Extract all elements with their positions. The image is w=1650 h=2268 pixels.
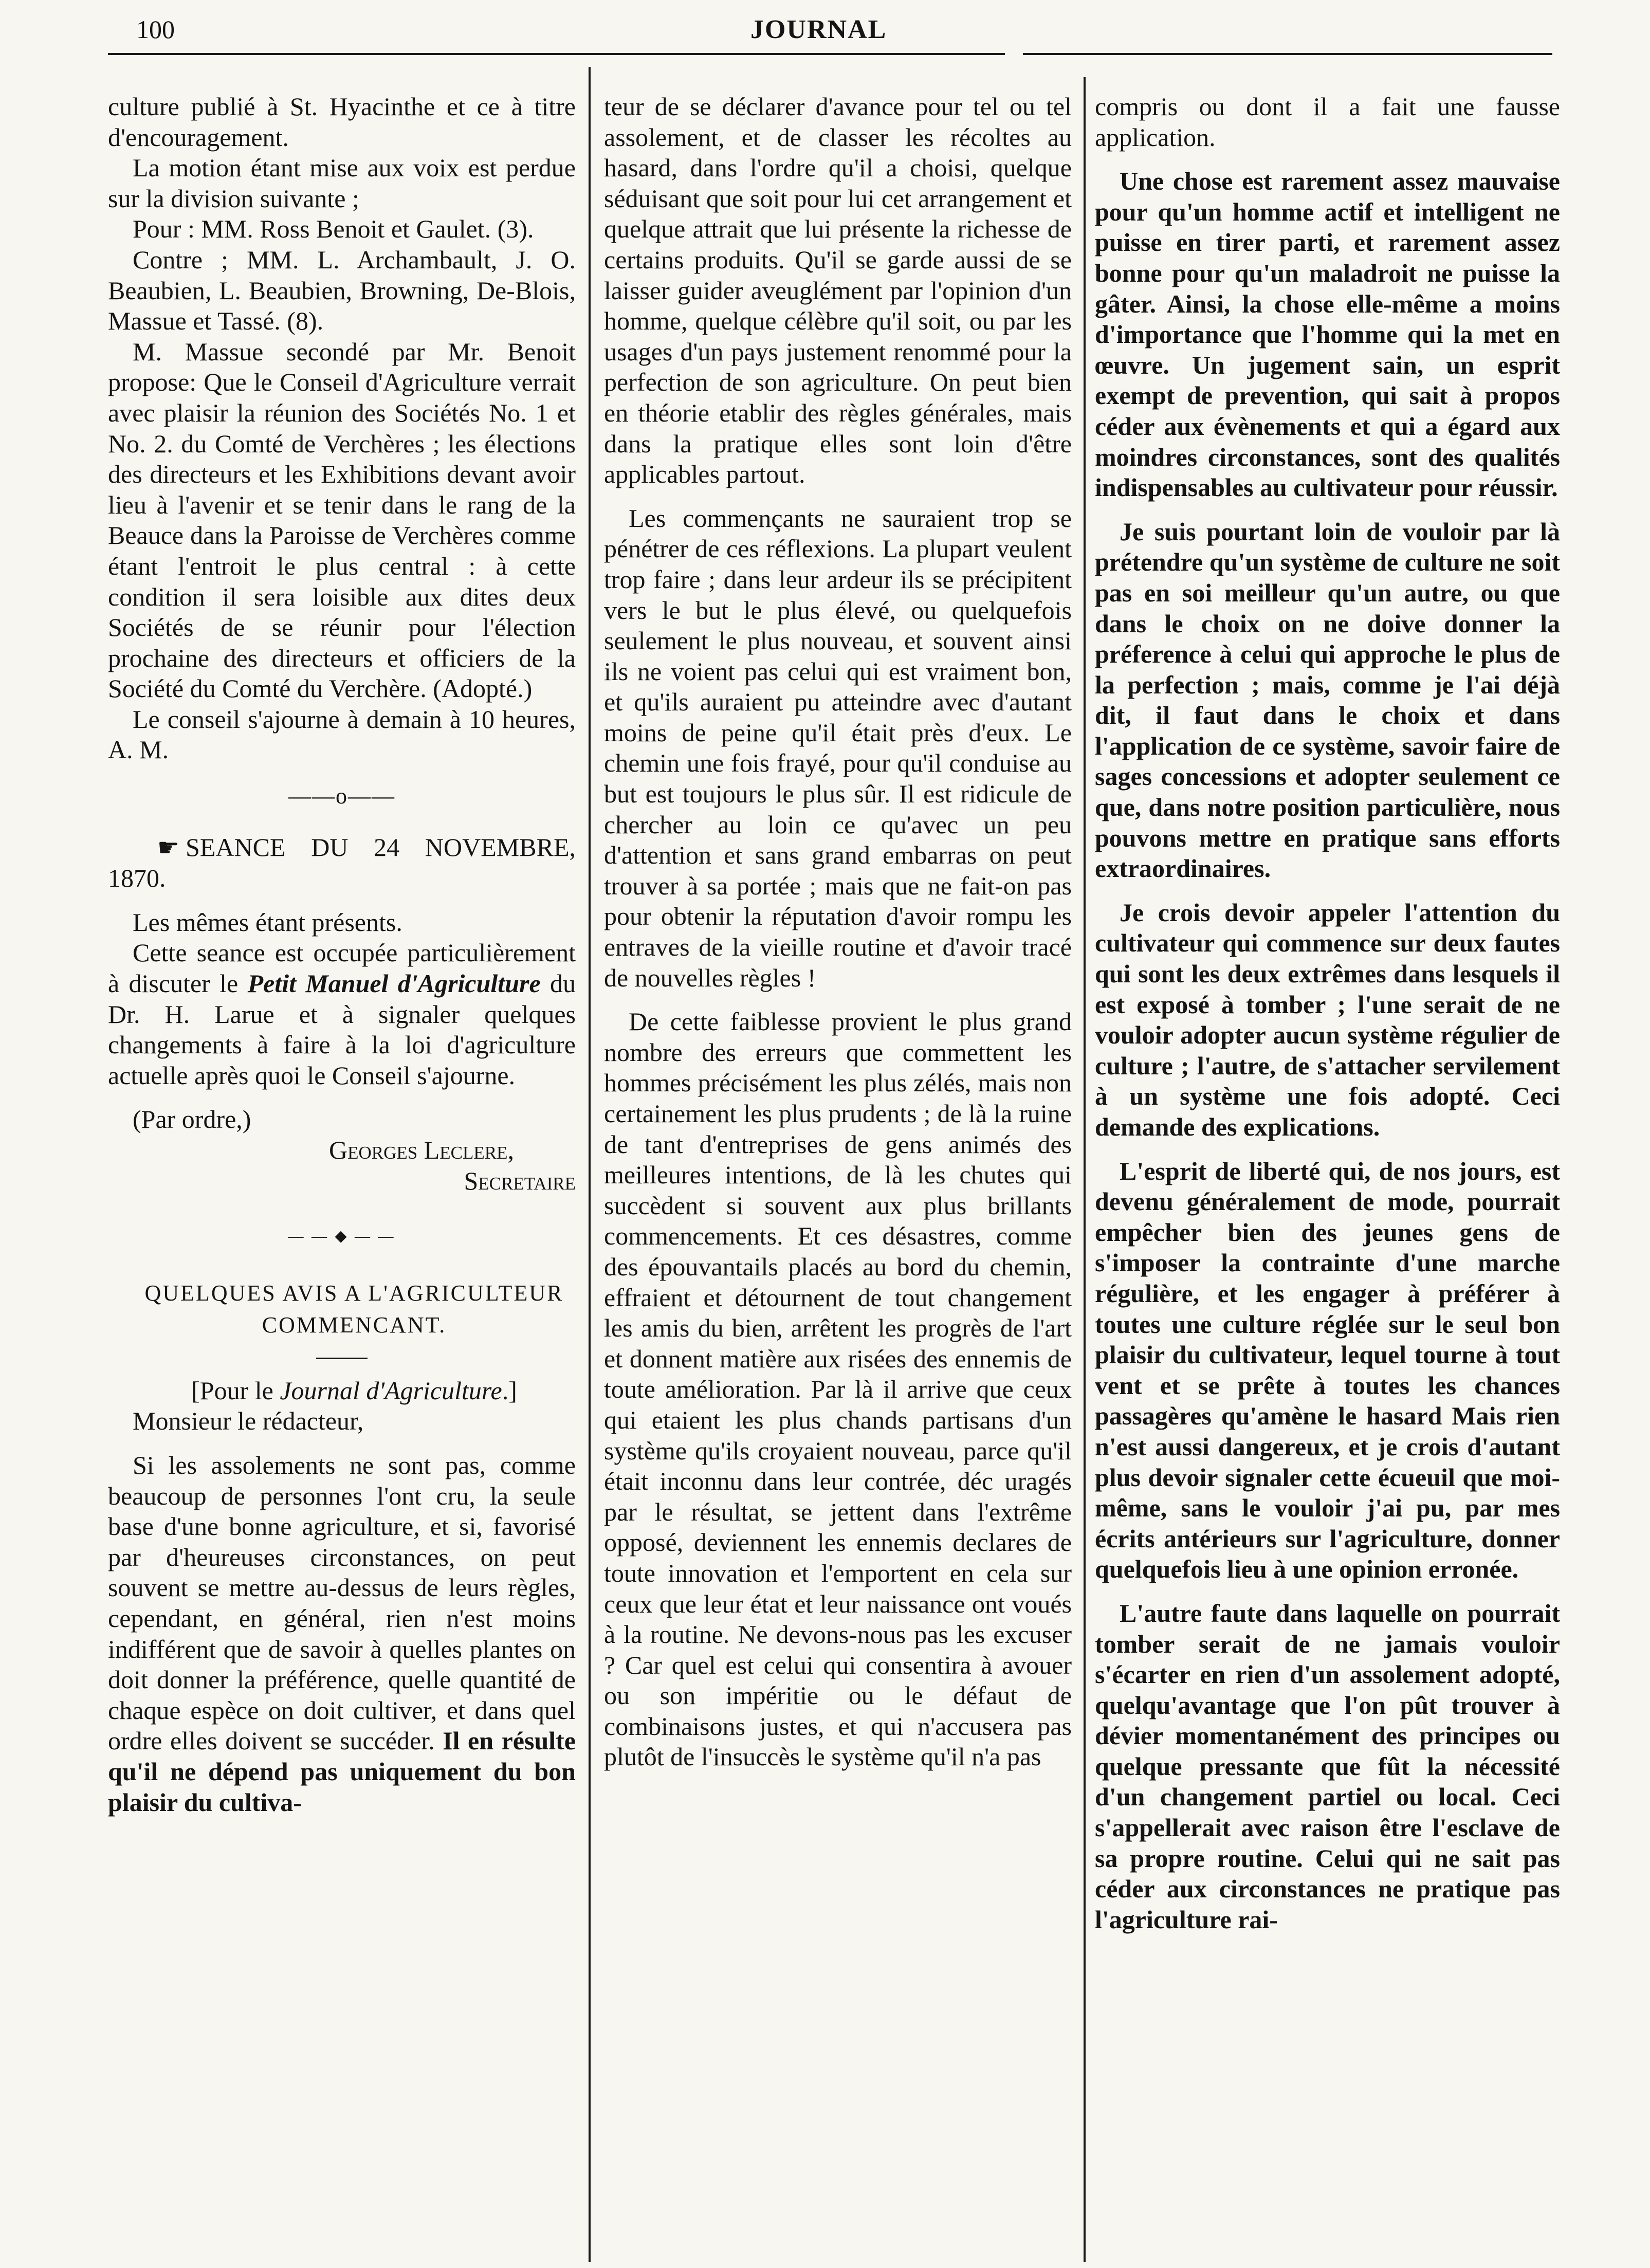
session-heading <box>108 832 576 894</box>
paragraph: L'autre faute dans laquelle on pourrait tomber serait de ne jamais vouloir s'écarter en rien d'un assolement adopté, quelqu'avantage que l'on pût trouver à dévier momentanément des principes ou quelque pressante que fût la nécessité d'un changement partiel ou local. Ceci s'appellerait avec raison être l'esclave de sa propre routine. Celui qui ne sait pas céder aux circonstances ne pratique pas l'agriculture rai- <box>1095 1598 1560 1934</box>
paragraph: Une chose est rarement assez mauvaise pour qu'un homme actif et intelligent ne puisse en tirer parti, et rarement assez bonne pour qu'un maladroit ne puisse la gâter. Ainsi, la chose elle-même a moins d'importance que l'homme qui la met en œuvre. Un jugement sain, un esprit exempt de prevention, qui sait à propos céder aux évènements et qui a égard aux moindres circonstances, sont des qualités indispensables au cultivateur pour réussir. <box>1095 167 1560 502</box>
short-rule <box>316 1358 368 1359</box>
column-1 <box>108 92 576 1818</box>
article-subtitle: COMMENCANT. <box>262 1312 447 1338</box>
paragraph: M. Massue secondé par Mr. Benoit propose: Que le Conseil d'Agriculture verrait avec plaisir la réunion des Sociétés No. 1 et No. 2. du Comté de Verchères ; les élections des directeurs et les Exhibitions devant avoir lieu à l'avenir et se tenir dans le rang de la Beauce dans la Paroisse de Verchères comme étant l'entroit le plus central : à cette condition il sera loisible aux dites deux Sociétés de se réunir pour l'élection prochaine des directeurs et officiers de la Société du Comté du Verchère. (Adopté.) <box>108 337 576 703</box>
paragraph: teur de se déclarer d'avance pour tel ou tel assolement, et de classer les récoltes au hasard, dans l'ordre qu'il a choisi, quelque séduisant que soit pour lui cet arrangement et quelque attrait que lui présente la richesse de certains produits. Qu'il se garde aussi de se laisser guider aveuglément par l'opinion d'un homme, quelque célèbre qu'il soit, ou par les usages d'un pays justement renommé pour la perfection de son agriculture. On peut bien en théorie etablir des règles générales, mais dans la pratique elles sont loin d'être applicables partout. <box>604 92 1072 489</box>
column-3 <box>1095 92 1560 1935</box>
text-run: du Dr. H. Larue et à signaler quelques changements à faire à la loi d'agriculture actuelle après quoi le Conseil s'ajourne. <box>108 969 576 1090</box>
paragraph <box>108 938 576 1091</box>
header-rule-left <box>108 53 1005 55</box>
section-separator: ——o—— <box>288 783 395 809</box>
paragraph: Je suis pourtant loin de vouloir par là prétendre qu'un système de culture ne soit pas en soi meilleur qu'un autre, ou que dans le choix on ne doive donner la préference à celui qui approche le plus de la perfection ; mais, comme je l'ai déjà dit, il faut dans le choix et dans l'application de ce système, savoir faire de sages concessions et adopter seulement ce que, dans notre position particulière, nous pouvons mettre en pratique sans efforts extraordinaires. <box>1095 517 1560 883</box>
page-header <box>0 0 1650 58</box>
paragraph: (Par ordre,) <box>133 1105 251 1134</box>
paragraph: Les commençants ne sauraient trop se pénétrer de ces réflexions. La plupart veulent trop faire ; dans leur ardeur ils se précipitent vers le but le plus élevé, ou quelquefois seulement le plus nouveau, et souvent ainsi ils ne voient pas celui qui est vraiment bon, et qu'ils auraient pu atteindre avec d'autant moins de peine qu'il était près d'eux. Le chemin une fois frayé, pour qu'il conduise au but est toujours le plus sûr. Il est ridicule de chercher au loin ce qu'avec un peu d'attention et sans grand embarras on peut trouver à sa portée ; mais que ne fait-on pas pour obtenir la réputation d'avoir rompu les entraves de la vieille routine et d'avoir tracé de nouvelles règles ! <box>604 503 1072 992</box>
paragraph: L'esprit de liberté qui, de nos jours, est devenu généralement de mode, pourrait empêcher bien des jeunes gens de s'imposer la contrainte d'une marche régulière, et les engager à préférer à toutes une culture réglée sur le seul bon plaisir du cultivateur, lequel tourne à tout vent et se prête à toutes les chances passagères qu'amène le hasard Mais rien n'est aussi dangereux, et je crois d'autant plus devoir signaler cette écueuil que moi-même, sans le vouloir j'ai pu, par mes écrits antérieurs sur l'agriculture, donner quelquefois lieu à une opinion erronée. <box>1095 1156 1560 1584</box>
paragraph <box>108 1450 576 1818</box>
signature-title: Secretaire <box>464 1166 576 1195</box>
ornament-rule: — — ◆ — — <box>288 1228 396 1245</box>
journal-title: JOURNAL <box>750 15 887 44</box>
text-run: Si les assolements ne sont pas, comme beaucoup de personnes l'ont cru, la seule base d'une bonne agriculture, et si, favorisé par d'heureuses circonstances, on peut souvent se mettre au-dessus de leurs règles, cependant, en général, rien n'est moins indifférent que de savoir à quelles plantes on doit donner la préférence, quelle quantité de chaque espèce on doit cultiver, et dans quel ordre elles doivent se succéder. <box>108 1450 576 1755</box>
header-rule-right <box>1023 53 1552 55</box>
paragraph: De cette faiblesse provient le plus grand nombre des erreurs que commettent les hommes précisément les plus zélés, mais non certainement les plus prudents ; de là la ruine de tant d'entreprises de gens animés des meilleures intentions, de là les chutes qui succèdent si souvent aux plus brillants commencements. Et ces désastres, comme des épouvantails placés au bord du chemin, effraient et détournent de tout changement les amis du bien, arrêtent les progrès de l'art et donnent matière aux risées des ennemis de toute amélioration. Par là il arrive que ceux qui etaient les plus chands partisans d'un système qu'ils croyaient nouveau, parce qu'il était inconnu dans leur contrée, déc uragés par le résultat, se jettent dans l'extrême opposé, deviennent les ennemis declares de toute innovation et l'emportent en cela sur ceux que leur état et leur naissance ont voués à la routine. Ne devons-nous pas les excuser ? Car quel est celui qui consentira à avouer ou son impéritie ou le défaut de combinaisons justes, et qui n'accusera pas plutôt de l'insuccès le système qu'il n'a pas <box>604 1007 1072 1771</box>
text-run: [Pour le <box>191 1376 280 1405</box>
source-note <box>108 1376 576 1406</box>
paragraph: Je crois devoir appeler l'attention du cultivateur qui commence sur deux fautes qui sont les deux extrêmes dans lesquels il est exposé à tomber ; l'une serait de ne vouloir adopter aucun système régulier de culture ; l'autre, de s'attacher servilement à un système une fois adopté. Ceci demande des explications. <box>1095 898 1560 1141</box>
journal-name: Journal d'Agriculture <box>280 1376 502 1405</box>
text-run: Cette seance est occupée particulièrement à discuter le <box>108 938 576 998</box>
paragraph: compris ou dont il a fait une fausse application. <box>1095 92 1560 152</box>
book-title: Petit Manuel d'Agriculture <box>247 969 541 998</box>
paragraph: La motion étant mise aux voix est perdue sur la division suivante ; <box>108 153 576 213</box>
paragraph: Pour : MM. Ross Benoit et Gaulet. (3). <box>133 214 534 244</box>
column-divider-1 <box>589 67 591 2262</box>
paragraph: Le conseil s'ajourne à demain à 10 heures, A. M. <box>108 704 576 764</box>
paragraph: culture publié à St. Hyacinthe et ce à titre d'encouragement. <box>108 92 576 152</box>
salutation: Monsieur le rédacteur, <box>133 1406 364 1436</box>
pointing-hand-icon: ☛ <box>157 834 180 862</box>
column-divider-2 <box>1084 77 1086 2262</box>
article-title: QUELQUES AVIS A L'AGRICULTEUR <box>144 1280 564 1306</box>
page-number: 100 <box>136 15 175 44</box>
signature-name: Georges Leclere, <box>329 1136 514 1164</box>
text-run-bold: Il en résulte qu'il ne dépend pas uniquement du bon plaisir du cultiva- <box>108 1726 576 1817</box>
session-title: SEANCE DU 24 NOVEMBRE, 1870. <box>108 832 576 893</box>
column-2 <box>604 92 1072 1772</box>
text-run: .] <box>502 1376 517 1405</box>
paragraph: Les mêmes étant présents. <box>133 907 402 937</box>
paragraph: Contre ; MM. L. Archambault, J. O. Beaubien, L. Beaubien, Browning, De-Blois, Massue et Tassé. (8). <box>108 245 576 336</box>
